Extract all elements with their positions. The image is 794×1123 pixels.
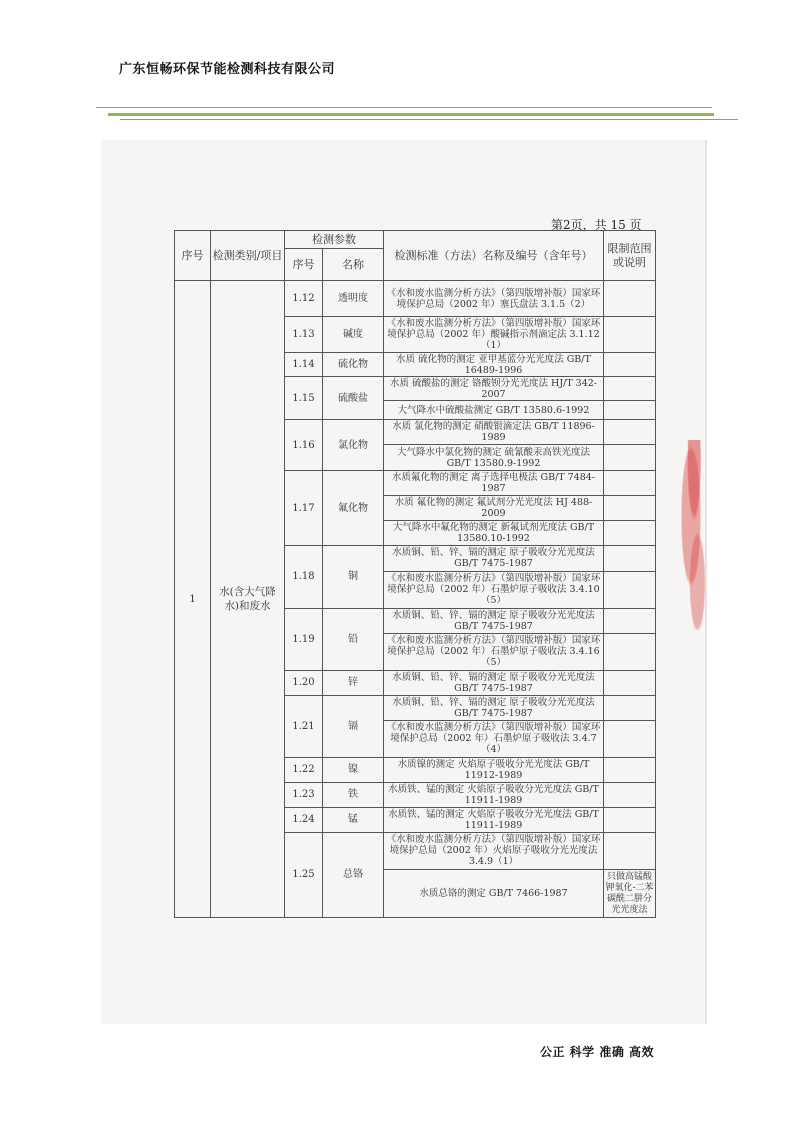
header-rule-bottom xyxy=(120,119,738,120)
param-seq: 1.15 xyxy=(285,377,323,420)
standard-text: 水质 氯化物的测定 硝酸银滴定法 GB/T 11896-1989 xyxy=(384,420,604,445)
param-seq: 1.25 xyxy=(285,832,323,917)
limit-note xyxy=(604,608,656,633)
param-name: 铅 xyxy=(323,608,384,670)
standard-text: 水质铜、铅、锌、镉的测定 原子吸收分光光度法 GB/T 7475-1987 xyxy=(384,546,604,571)
param-name: 铜 xyxy=(323,546,384,608)
header-param-name: 名称 xyxy=(323,249,384,281)
param-name: 氟化物 xyxy=(323,471,384,546)
header-param-group: 检测参数 xyxy=(285,231,384,249)
standard-text: 《水和废水监测分析方法》（第四版增补版）国家环境保护总局（2002 年）酸碱指示剂滴定法 3.1.12（1） xyxy=(384,317,604,353)
param-name: 锌 xyxy=(323,670,384,695)
param-seq: 1.18 xyxy=(285,546,323,608)
standard-text: 大气降水中氟化物的测定 新氟试剂光度法 GB/T 13580.10-1992 xyxy=(384,521,604,546)
param-name: 镉 xyxy=(323,695,384,757)
limit-note xyxy=(604,496,656,521)
standard-text: 水质 硫酸盐的测定 铬酸钡分光光度法 HJ/T 342-2007 xyxy=(384,377,604,401)
param-seq: 1.17 xyxy=(285,471,323,546)
standard-text: 水质铜、铅、锌、镉的测定 原子吸收分光光度法 GB/T 7475-1987 xyxy=(384,608,604,633)
param-name: 硫化物 xyxy=(323,353,384,377)
limit-note xyxy=(604,546,656,571)
header-limit: 限制范围或说明 xyxy=(604,231,656,281)
limit-note xyxy=(604,633,656,670)
param-seq: 1.23 xyxy=(285,782,323,807)
param-seq: 1.22 xyxy=(285,757,323,782)
param-name: 镍 xyxy=(323,757,384,782)
standard-text: 水质氟化物的测定 离子选择电极法 GB/T 7484-1987 xyxy=(384,471,604,496)
red-seal-stamp xyxy=(675,440,707,630)
param-name: 锰 xyxy=(323,807,384,832)
standard-text: 水质铜、铅、锌、镉的测定 原子吸收分光光度法 GB/T 7475-1987 xyxy=(384,670,604,695)
category-seq: 1 xyxy=(175,281,211,918)
standard-text: 水质总铬的测定 GB/T 7466-1987 xyxy=(384,870,604,918)
param-seq: 1.16 xyxy=(285,420,323,471)
limit-note xyxy=(604,401,656,420)
param-seq: 1.21 xyxy=(285,695,323,757)
limit-note xyxy=(604,420,656,445)
limit-note xyxy=(604,670,656,695)
company-name: 广东恒畅环保节能检测科技有限公司 xyxy=(119,62,336,77)
header-rule-top xyxy=(96,107,712,108)
header-category: 检测类别/项目 xyxy=(211,231,285,281)
limit-note xyxy=(604,832,656,869)
param-seq: 1.20 xyxy=(285,670,323,695)
table-row xyxy=(175,281,656,317)
param-name: 碱度 xyxy=(323,317,384,353)
page-number: 第2页，共 15 页 xyxy=(551,218,642,232)
standard-text: 大气降水中氯化物的测定 硫氰酸汞高铁光度法 GB/T 13580.9-1992 xyxy=(384,445,604,471)
standard-text: 《水和废水监测分析方法》（第四版增补版）国家环境保护总局（2002 年）火焰原子吸收分光光度法 3.4.9（1） xyxy=(384,832,604,869)
standard-text: 水质镍的测定 火焰原子吸收分光光度法 GB/T 11912-1989 xyxy=(384,757,604,782)
standard-text: 《水和废水监测分析方法》（第四版增补版）国家环境保护总局（2002 年）石墨炉原子吸收法 3.4.7（4） xyxy=(384,720,604,757)
standard-text: 《水和废水监测分析方法》（第四版增补版）国家环境保护总局（2002 年）石墨炉原子吸收法 3.4.10（5） xyxy=(384,571,604,608)
limit-note xyxy=(604,281,656,317)
limit-note xyxy=(604,695,656,720)
param-seq: 1.12 xyxy=(285,281,323,317)
standard-text: 水质铁、锰的测定 火焰原子吸收分光光度法 GB/T 11911-1989 xyxy=(384,807,604,832)
standard-text: 水质铁、锰的测定 火焰原子吸收分光光度法 GB/T 11911-1989 xyxy=(384,782,604,807)
header-rule-accent xyxy=(108,113,714,116)
standard-text: 水质 硫化物的测定 亚甲基蓝分光光度法 GB/T 16489-1996 xyxy=(384,353,604,377)
standard-text: 水质铜、铅、锌、镉的测定 原子吸收分光光度法 GB/T 7475-1987 xyxy=(384,695,604,720)
limit-note xyxy=(604,521,656,546)
param-name: 透明度 xyxy=(323,281,384,317)
limit-note xyxy=(604,445,656,471)
category-name: 水(含大气降水)和废水 xyxy=(211,281,285,918)
limit-note xyxy=(604,353,656,377)
limit-note xyxy=(604,720,656,757)
limit-note xyxy=(604,317,656,353)
standard-text: 水质 氟化物的测定 氟试剂分光光度法 HJ 488-2009 xyxy=(384,496,604,521)
limit-note xyxy=(604,807,656,832)
limit-note: 只做高锰酸钾氧化-二苯碳酰二肼分光光度法 xyxy=(604,870,656,918)
limit-note xyxy=(604,571,656,608)
param-name: 总铬 xyxy=(323,832,384,917)
param-seq: 1.13 xyxy=(285,317,323,353)
param-seq: 1.14 xyxy=(285,353,323,377)
limit-note xyxy=(604,757,656,782)
header-standard: 检测标准（方法）名称及编号（含年号） xyxy=(384,231,604,281)
param-name: 铁 xyxy=(323,782,384,807)
standard-text: 大气降水中硫酸盐测定 GB/T 13580.6-1992 xyxy=(384,401,604,420)
param-seq: 1.19 xyxy=(285,608,323,670)
param-seq: 1.24 xyxy=(285,807,323,832)
param-name: 氯化物 xyxy=(323,420,384,471)
param-name: 硫酸盐 xyxy=(323,377,384,420)
limit-note xyxy=(604,471,656,496)
standard-text: 《水和废水监测分析方法》（第四版增补版）国家环境保护总局（2002 年）石墨炉原子吸收法 3.4.16（5） xyxy=(384,633,604,670)
accreditation-table xyxy=(174,230,656,918)
limit-note xyxy=(604,782,656,807)
standard-text: 《水和废水监测分析方法》（第四版增补版）国家环境保护总局（2002 年）塞氏盘法 3.1.5（2） xyxy=(384,281,604,317)
header-param-seq: 序号 xyxy=(285,249,323,281)
limit-note xyxy=(604,377,656,401)
footer-slogan: 公正 科学 准确 高效 xyxy=(540,1045,655,1059)
header-seq: 序号 xyxy=(175,231,211,281)
